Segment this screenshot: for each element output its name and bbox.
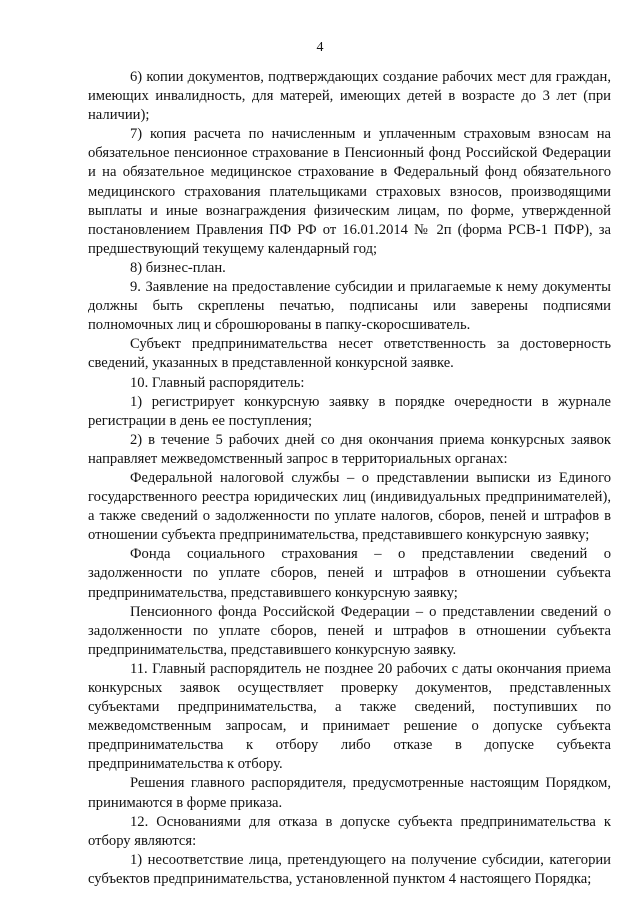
paragraph: 10. Главный распорядитель: — [130, 374, 305, 391]
paragraph: Федеральной налоговой службы – о представлении выписки из Единого государственного реестра юридических лиц (индивидуальных предпринимателей), а также сведений о задолженности по уплате налогов, сборов, пеней и штрафов в отношении субъекта предпринимательства, представившего конкурсную заявку; — [88, 469, 611, 544]
page-number: 4 — [316, 40, 324, 55]
paragraph: 7) копия расчета по начисленным и уплаченным страховым взносам на обязательное пенсионное страхование в Пенсионный фонд Российской Федерации и на обязательное медицинское страхование в Федеральный фонд обязательного медицинского страхования плательщиками страховых взносов, производящими выплаты и иные вознаграждения физическим лицам, по форме, утвержденной постановлением Правления ПФ РФ от 16.01.2014 № 2п (форма РСВ-1 ПФР), за предшествующий текущему календарный год; — [88, 126, 611, 257]
paragraph: 2) в течение 5 рабочих дней со дня окончания приема конкурсных заявок направляет межведомственный запрос в территориальных органах: — [88, 431, 611, 467]
paragraph: Решения главного распорядителя, предусмотренные настоящим Порядком, принимаются в форме приказа. — [88, 775, 611, 811]
paragraph: 1) регистрирует конкурсную заявку в порядке очередности в журнале регистрации в день ее поступления; — [88, 393, 611, 429]
paragraph: 11. Главный распорядитель не позднее 20 рабочих с даты окончания приема конкурсных заявок осуществляет проверку документов, представленных субъектами предпринимательства, а также сведений, поступивших по межведомственным запросам, и принимает решение о допуске субъекта предпринимательства к отбору либо отказе в допуске субъекта предпринимательства к отбору. — [88, 660, 611, 773]
document-body — [88, 68, 611, 889]
paragraph: Пенсионного фонда Российской Федерации – о представлении сведений о задолженности по уплате сборов, пеней и штрафов в отношении субъекта предпринимательства, представившего конкурсную заявку. — [88, 603, 611, 658]
paragraph: Субъект предпринимательства несет ответственность за достоверность сведений, указанных в представленной конкурсной заявке. — [88, 336, 611, 372]
paragraph: 12. Основаниями для отказа в допуске субъекта предпринимательства к отбору являются: — [88, 813, 611, 849]
paragraph: 6) копии документов, подтверждающих создание рабочих мест для граждан, имеющих инвалидность, для матерей, имеющих детей в возрасте до 3 лет (при наличии); — [88, 69, 611, 124]
paragraph: 8) бизнес-план. — [130, 259, 226, 276]
paragraph: Фонда социального страхования – о представлении сведений о задолженности по уплате сборов, пеней и штрафов в отношении субъекта предпринимательства, представившего конкурсную заявку; — [88, 546, 611, 601]
paragraph: 9. Заявление на предоставление субсидии и прилагаемые к нему документы должны быть скреплены печатью, подписаны или заверены подписями полномочных лиц и сброшюрованы в папку-скоросшиватель. — [88, 279, 611, 334]
paragraph: 1) несоответствие лица, претендующего на получение субсидии, категории субъектов предпринимательства, установленной пунктом 4 настоящего Порядка; — [88, 851, 611, 887]
